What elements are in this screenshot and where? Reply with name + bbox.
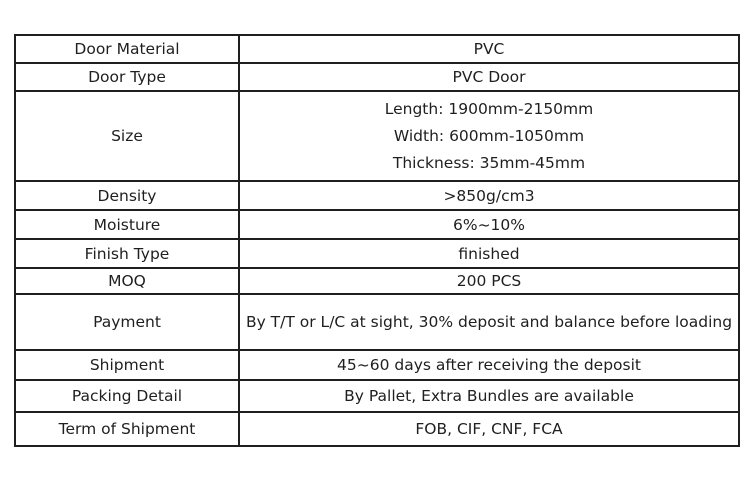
table-row-moq: [15, 268, 739, 294]
row-value: 6%~10%: [239, 210, 739, 239]
row-label: Payment: [15, 294, 239, 350]
table-row-shipment: [15, 350, 739, 380]
table-row-door-type: [15, 63, 739, 91]
row-label: Size: [15, 91, 239, 181]
row-label: MOQ: [15, 268, 239, 294]
table-row-size: [15, 91, 739, 181]
size-line-thickness: Thickness: 35mm-45mm: [392, 153, 586, 172]
row-label: Door Type: [15, 63, 239, 91]
row-label: Finish Type: [15, 239, 239, 268]
row-value: >850g/cm3: [239, 181, 739, 210]
table-row-finish-type: [15, 239, 739, 268]
size-line-length: Length: 1900mm-2150mm: [384, 99, 594, 118]
table-row-packing-detail: [15, 380, 739, 412]
table-row-moisture: [15, 210, 739, 239]
row-value: FOB, CIF, CNF, FCA: [239, 412, 739, 446]
row-value: finished: [239, 239, 739, 268]
row-label: Shipment: [15, 350, 239, 380]
row-value: By T/T or L/C at sight, 30% deposit and balance before loading: [239, 294, 739, 350]
row-value: PVC Door: [239, 63, 739, 91]
table-row-term-of-shipment: [15, 412, 739, 446]
row-label: Term of Shipment: [15, 412, 239, 446]
table-row-door-material: [15, 35, 739, 63]
row-value: 200 PCS: [239, 268, 739, 294]
row-value: [239, 91, 739, 181]
row-label: Packing Detail: [15, 380, 239, 412]
row-value: By Pallet, Extra Bundles are available: [239, 380, 739, 412]
product-spec-table: [14, 34, 740, 447]
row-value: 45~60 days after receiving the deposit: [239, 350, 739, 380]
table-row-payment: [15, 294, 739, 350]
table-row-density: [15, 181, 739, 210]
size-line-width: Width: 600mm-1050mm: [393, 126, 585, 145]
row-label: Density: [15, 181, 239, 210]
row-label: Moisture: [15, 210, 239, 239]
row-value: PVC: [239, 35, 739, 63]
row-label: Door Material: [15, 35, 239, 63]
